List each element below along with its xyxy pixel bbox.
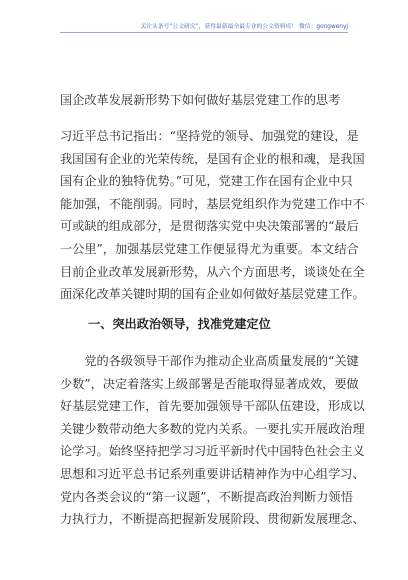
paragraph-line: 我国国有企业的光荣传统，是国有企业的根和魂，是我国 <box>60 151 365 166</box>
header-divider <box>60 32 348 33</box>
paragraph-line: 关键少数带动绝大多数的党内关系。一要扎实开展政治理 <box>60 421 365 436</box>
paragraph-line: 国有企业的独特优势。”可见，党建工作在国有企业中只 <box>60 174 353 189</box>
paragraph-line: 面深化改革关键时期的国有企业如何做好基层党建工作。 <box>60 287 365 302</box>
paragraph-line: 思想和习近平总书记系列重要讲话精神作为中心组学习、 <box>60 466 365 481</box>
paragraph-line: 论学习。始终坚持把学习习近平新时代中国特色社会主义 <box>60 444 365 459</box>
section-paragraph <box>60 350 365 531</box>
paragraph-line: 党的各级领导干部作为推动企业高质量发展的“关键 <box>60 354 359 368</box>
paragraph-line: 目前企业改革发展新形势，从六个方面思考，谈谈处在全 <box>60 264 365 279</box>
paragraph-line: 党内各类会议的“第一议题”，不断提高政治判断力领悟 <box>60 489 353 504</box>
intro-paragraph <box>60 125 365 306</box>
paragraph-line: 一公里”，加强基层党建工作便显得尤为重要。本文结合 <box>60 241 359 256</box>
section-heading: 一、突出政治领导，找准党建定位 <box>88 317 271 331</box>
header-banner: 关注头条号“公文研究”，获得最新最全最专业的公文资料库！ 微信：gongwenyj <box>140 24 348 30</box>
paragraph-line: 习近平总书记指出：“坚持党的领导、加强党的建设，是 <box>60 129 359 143</box>
paragraph-line: 好基层党建工作，首先要加强领导干部队伍建设，形成以 <box>60 399 365 414</box>
paragraph-line: 力执行力，不断提高把握新发展阶段、贯彻新发展理念、 <box>60 512 365 527</box>
paragraph-line: 能加强，不能削弱。同时，基层党组织作为党建工作中不 <box>60 196 365 211</box>
document-title: 国企改革发展新形势下如何做好基层党建工作的思考 <box>60 93 341 107</box>
paragraph-line: 可或缺的组成部分，是贯彻落实党中央决策部署的“最后 <box>60 219 359 234</box>
paragraph-line: 少数”，决定着落实上级部署是否能取得显著成效，要做 <box>60 376 359 391</box>
